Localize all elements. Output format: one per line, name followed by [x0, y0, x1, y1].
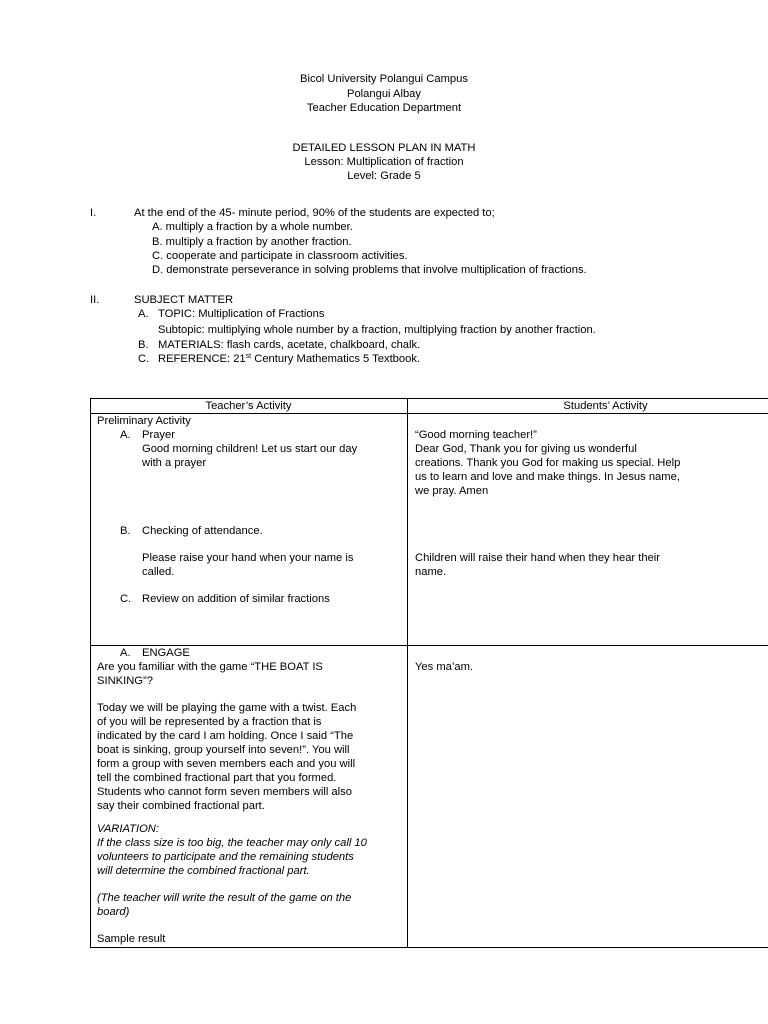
variation-line: If the class size is too big, the teacher may only call 10: [97, 837, 367, 849]
student-line: Dear God, Thank you for giving us wonderful: [415, 443, 637, 455]
teacher-line: boat is sinking, group yourself into seven!”. You will: [97, 744, 350, 756]
institution-name: Bicol University Polangui Campus: [300, 73, 468, 85]
teacher-activity-header: Teacher’s Activity: [205, 400, 292, 412]
topic-letter: A.: [138, 308, 149, 320]
teacher-line: Good morning children! Let us start our day: [142, 443, 358, 455]
activity-table: [90, 398, 768, 948]
variation-line: will determine the combined fractional part.: [97, 865, 310, 877]
document-title: DETAILED LESSON PLAN IN MATH: [292, 142, 476, 154]
student-line: Children will raise their hand when they hear their: [415, 552, 661, 564]
materials-letter: B.: [138, 339, 149, 351]
engage-letter: A.: [120, 647, 131, 659]
reference-letter: C.: [138, 353, 150, 365]
prayer-title: Prayer: [142, 429, 175, 441]
teacher-line: form a group with seven members each and you will: [97, 758, 356, 770]
student-line: we pray. Amen: [415, 485, 489, 497]
review-letter: C.: [120, 593, 132, 605]
review-title: Review on addition of similar fractions: [142, 593, 330, 605]
student-line: Yes ma’am.: [415, 661, 474, 673]
note-line: board): [97, 906, 130, 918]
objective-item: B. multiply a fraction by another fraction.: [152, 236, 352, 248]
table-header-divider: [90, 413, 768, 414]
student-line: us to learn and love and make things. In Jesus name,: [415, 471, 680, 483]
section-numeral-1: I.: [90, 207, 97, 219]
teacher-line: Today we will be playing the game with a twist. Each: [97, 702, 357, 714]
grade-level: Level: Grade 5: [347, 170, 421, 182]
objective-item: D. demonstrate perseverance in solving problems that involve multiplication of fractions.: [152, 264, 587, 276]
student-line: creations. Thank you God for making us special. Help: [415, 457, 681, 469]
student-line: “Good morning teacher!”: [415, 429, 537, 441]
engage-title: ENGAGE: [142, 647, 190, 659]
students-activity-header: Students’ Activity: [563, 400, 648, 412]
attendance-title: Checking of attendance.: [142, 525, 263, 537]
subtopic: Subtopic: multiplying whole number by a fraction, multiplying fraction by another fraction.: [158, 324, 596, 336]
table-row-divider: [90, 645, 768, 646]
teacher-line: with a prayer: [142, 457, 207, 469]
teacher-line: Please raise your hand when your name is: [142, 552, 354, 564]
department-name: Teacher Education Department: [306, 102, 462, 114]
topic: TOPIC: Multiplication of Fractions: [158, 308, 325, 320]
variation-line: volunteers to participate and the remaining students: [97, 851, 354, 863]
prayer-letter: A.: [120, 429, 131, 441]
teacher-line: say their combined fractional part.: [97, 800, 265, 812]
institution-location: Polangui Albay: [346, 88, 422, 100]
table-border-left: [90, 398, 91, 948]
teacher-line: SINKING”?: [97, 675, 153, 687]
table-border-bottom: [90, 947, 768, 948]
student-line: name.: [415, 566, 447, 578]
objective-item: A. multiply a fraction by a whole number.: [152, 221, 353, 233]
objective-item: C. cooperate and participate in classroom activities.: [152, 250, 408, 262]
teacher-line: tell the combined fractional part that you formed.: [97, 772, 337, 784]
variation-label: VARIATION:: [97, 823, 159, 835]
objectives-intro: At the end of the 45- minute period, 90% of the students are expected to;: [134, 207, 495, 219]
preliminary-activity-label: Preliminary Activity: [97, 415, 191, 427]
materials: MATERIALS: flash cards, acetate, chalkboard, chalk.: [158, 339, 421, 351]
teacher-line: of you will be represented by a fraction that is: [97, 716, 322, 728]
table-column-divider: [407, 398, 408, 948]
teacher-line: called.: [142, 566, 175, 578]
lesson-title: Lesson: Multiplication of fraction: [304, 156, 464, 168]
teacher-line: Are you familiar with the game “THE BOAT IS: [97, 661, 323, 673]
reference: REFERENCE: 21st Century Mathematics 5 Textbook.: [158, 353, 421, 365]
teacher-line: indicated by the card I am holding. Once I said “The: [97, 730, 354, 742]
subject-matter-heading: SUBJECT MATTER: [134, 294, 234, 306]
teacher-line: Students who cannot form seven members will also: [97, 786, 352, 798]
sample-result-label: Sample result: [97, 933, 166, 945]
attendance-letter: B.: [120, 525, 131, 537]
section-numeral-2: II.: [90, 294, 100, 306]
note-line: (The teacher will write the result of the game on the: [97, 892, 352, 904]
